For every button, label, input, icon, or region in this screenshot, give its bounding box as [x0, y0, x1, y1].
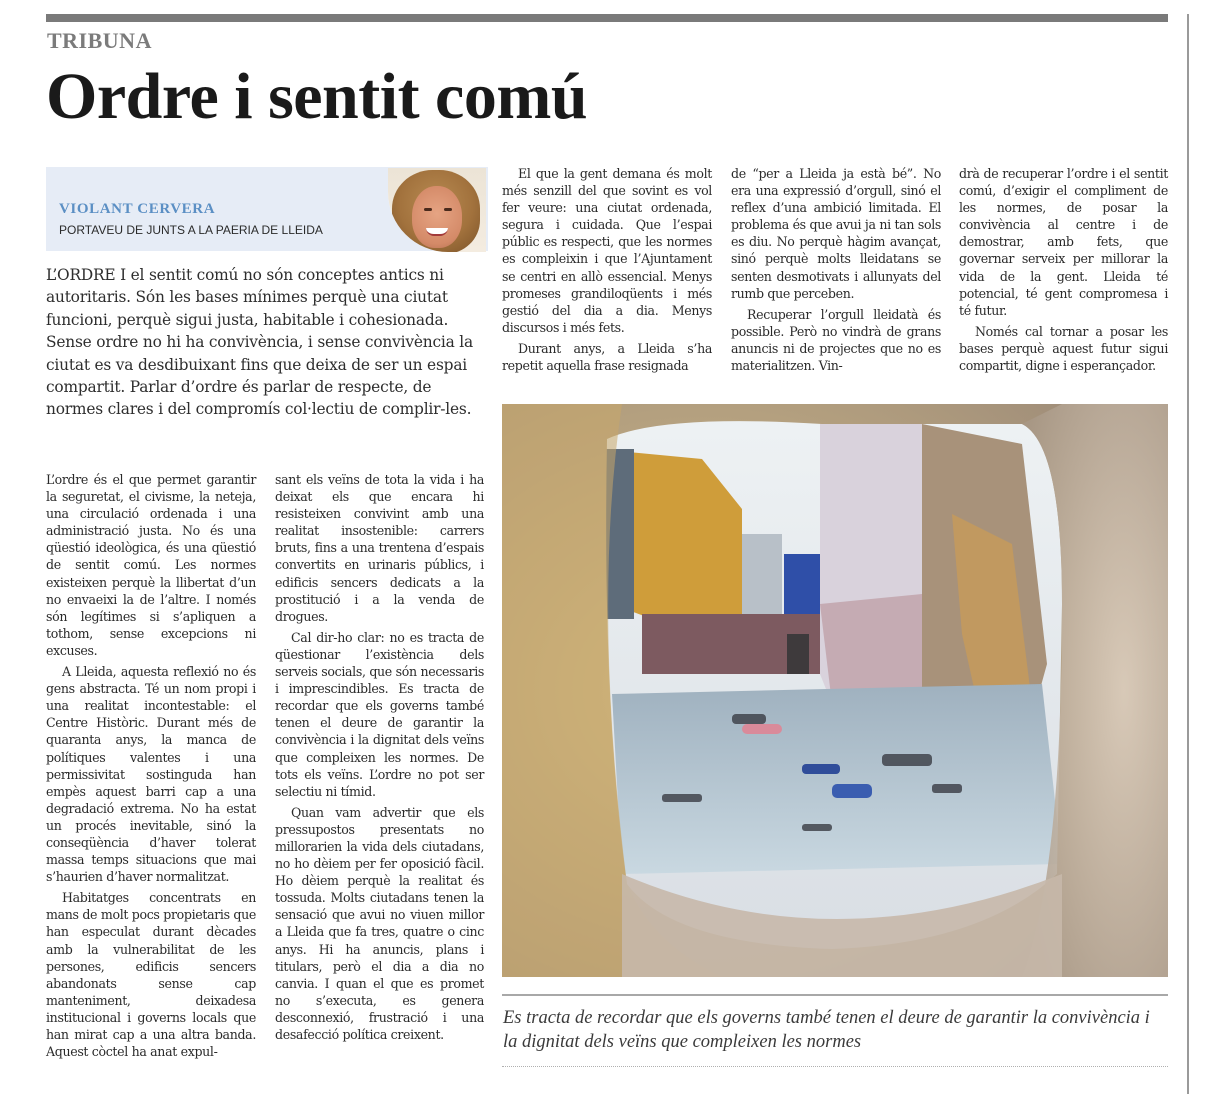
body-column-3 [502, 165, 712, 374]
body-column-5 [959, 165, 1168, 374]
article-photo [502, 404, 1168, 977]
author-name: VIOLANT CERVERA [59, 201, 216, 217]
lead-paragraph: L’ORDRE I el sentit comú no són conceptes antics ni autoritaris. Són les bases mínimes perquè una ciutat funcioni, perquè sigui justa, habitable i cohesionada. Sense ordre no hi ha convivència, i sense convivència la ciutat es va desdibuixant fins que deixa de ser un espai compartit. Parlar d’ordre és parlar de respecte, de normes clares i del compromís col·lectiu de complir-les. [46, 266, 473, 419]
paragraph: Només cal tornar a posar les bases perquè aquest futur sigui compartit, digne i esperançador. [959, 323, 1168, 374]
author-portrait [388, 168, 486, 252]
paragraph: Cal dir-ho clar: no es tracta de qüestionar l’existència dels serveis socials, que són necessaris i imprescindibles. Es tracta de recordar que els governs també tenen el deure de garantir la convivència i la dignitat dels veïns que compleixen les normes. De tots els veïns. L’ordre no pot ser selectiu ni tímid. [275, 629, 484, 799]
paragraph: Durant anys, a Lleida s’ha repetit aquella frase resignada [502, 340, 712, 374]
pullquote-rule-bottom [502, 1066, 1168, 1067]
body-column-4 [731, 165, 941, 374]
top-rule [46, 14, 1168, 22]
paragraph: L’ordre és el que permet garantir la seguretat, el civisme, la neteja, una circulació ordenada i una administració justa. No és una qüestió ideològica, és una qüestió de sentit comú. Les normes existeixen perquè la llibertat d’un no envaeixi la de l’altre. I només són legítimes si s’apliquen a tothom, sense excepcions ni excuses. [46, 472, 256, 658]
paragraph: Quan vam advertir que els pressupostos presentats no millorarien la vida dels ciutadans, no ho dèiem per fer oposició fàcil. Ho dèiem perquè la realitat és tossuda. Molts ciutadans tenen la sensació que avui no viuen millor a Lleida que fa tres, quatre o cinc anys. Hi ha anuncis, plans i titulars, però el dia a dia no canvia. I quan el que es promet no s’executa, es genera desconnexió, frustració i una desafecció política creixent. [275, 804, 484, 1042]
section-label: TRIBUNA [47, 28, 152, 53]
paragraph: drà de recuperar l’ordre i el sentit comú, d’exigir el compliment de les normes, de posar la convivència al centre i de demostrar, amb fets, que governar serveix per millorar la vida de la gent. Lleida té potencial, té gent compromesa i té futur. [959, 166, 1168, 318]
paragraph: Habitatges concentrats en mans de molt pocs propietaris que han especulat durant dècades amb la vulnerabilitat de les persones, edificis sencers abandonats sense cap manteniment, deixadesa institucional i governs locals que han mirat cap a una altra banda. Aquest còctel ha anat expul- [46, 890, 256, 1060]
pullquote: Es tracta de recordar que els governs també tenen el deure de garantir la convivència i la dignitat dels veïns que compleixen les normes [503, 1008, 1150, 1052]
paragraph: sant els veïns de tota la vida i ha deixat els que encara hi resisteixen convivint amb una realitat insostenible: carrers bruts, fins a una trentena d’espais convertits en urinaris públics, i edificis sencers dedicats a la prostitució i a la venda de drogues. [275, 472, 484, 624]
paragraph: Recuperar l’orgull lleidatà és possible. Però no vindrà de grans anuncis ni de projectes que no es materialitzen. Vin- [731, 306, 941, 374]
paragraph: A Lleida, aquesta reflexió no és gens abstracta. Té un nom propi i una realitat incontestable: el Centre Històric. Durant més de quaranta anys, la manca de polítiques valentes i una permissivitat sostinguda han empès aquest barri cap a una degradació extrema. No ha estat un procés inevitable, sinó la conseqüència d’haver tolerat massa temps situacions que mai s’haurien d’haver normalitzat. [46, 664, 256, 885]
paragraph: de “per a Lleida ja està bé”. No era una expressió d’orgull, sinó el reflex d’una ambició limitada. El problema és que avui ja ni tan sols es diu. No perquè hàgim avançat, sinó perquè molts lleidatans se senten desmotivats i allunyats del rumb que perceben. [731, 166, 941, 301]
body-column-2 [275, 471, 484, 1043]
column-divider [1187, 14, 1189, 1094]
pullquote-rule-top [502, 994, 1168, 996]
body-column-1 [46, 471, 256, 1060]
headline: Ordre i sentit comú [46, 60, 588, 133]
paragraph: El que la gent demana és molt més senzill del que sovint es vol fer veure: una ciutat ordenada, segura i cuidada. Que l’espai públic es respecti, que les normes es compleixin i que l’Ajuntament se centri en allò essencial. Menys promeses grandiloqüents i més gestió del dia a dia. Menys discursos i més fets. [502, 166, 712, 335]
author-role: PORTAVEU DE JUNTS A LA PAERIA DE LLEIDA [59, 223, 323, 237]
